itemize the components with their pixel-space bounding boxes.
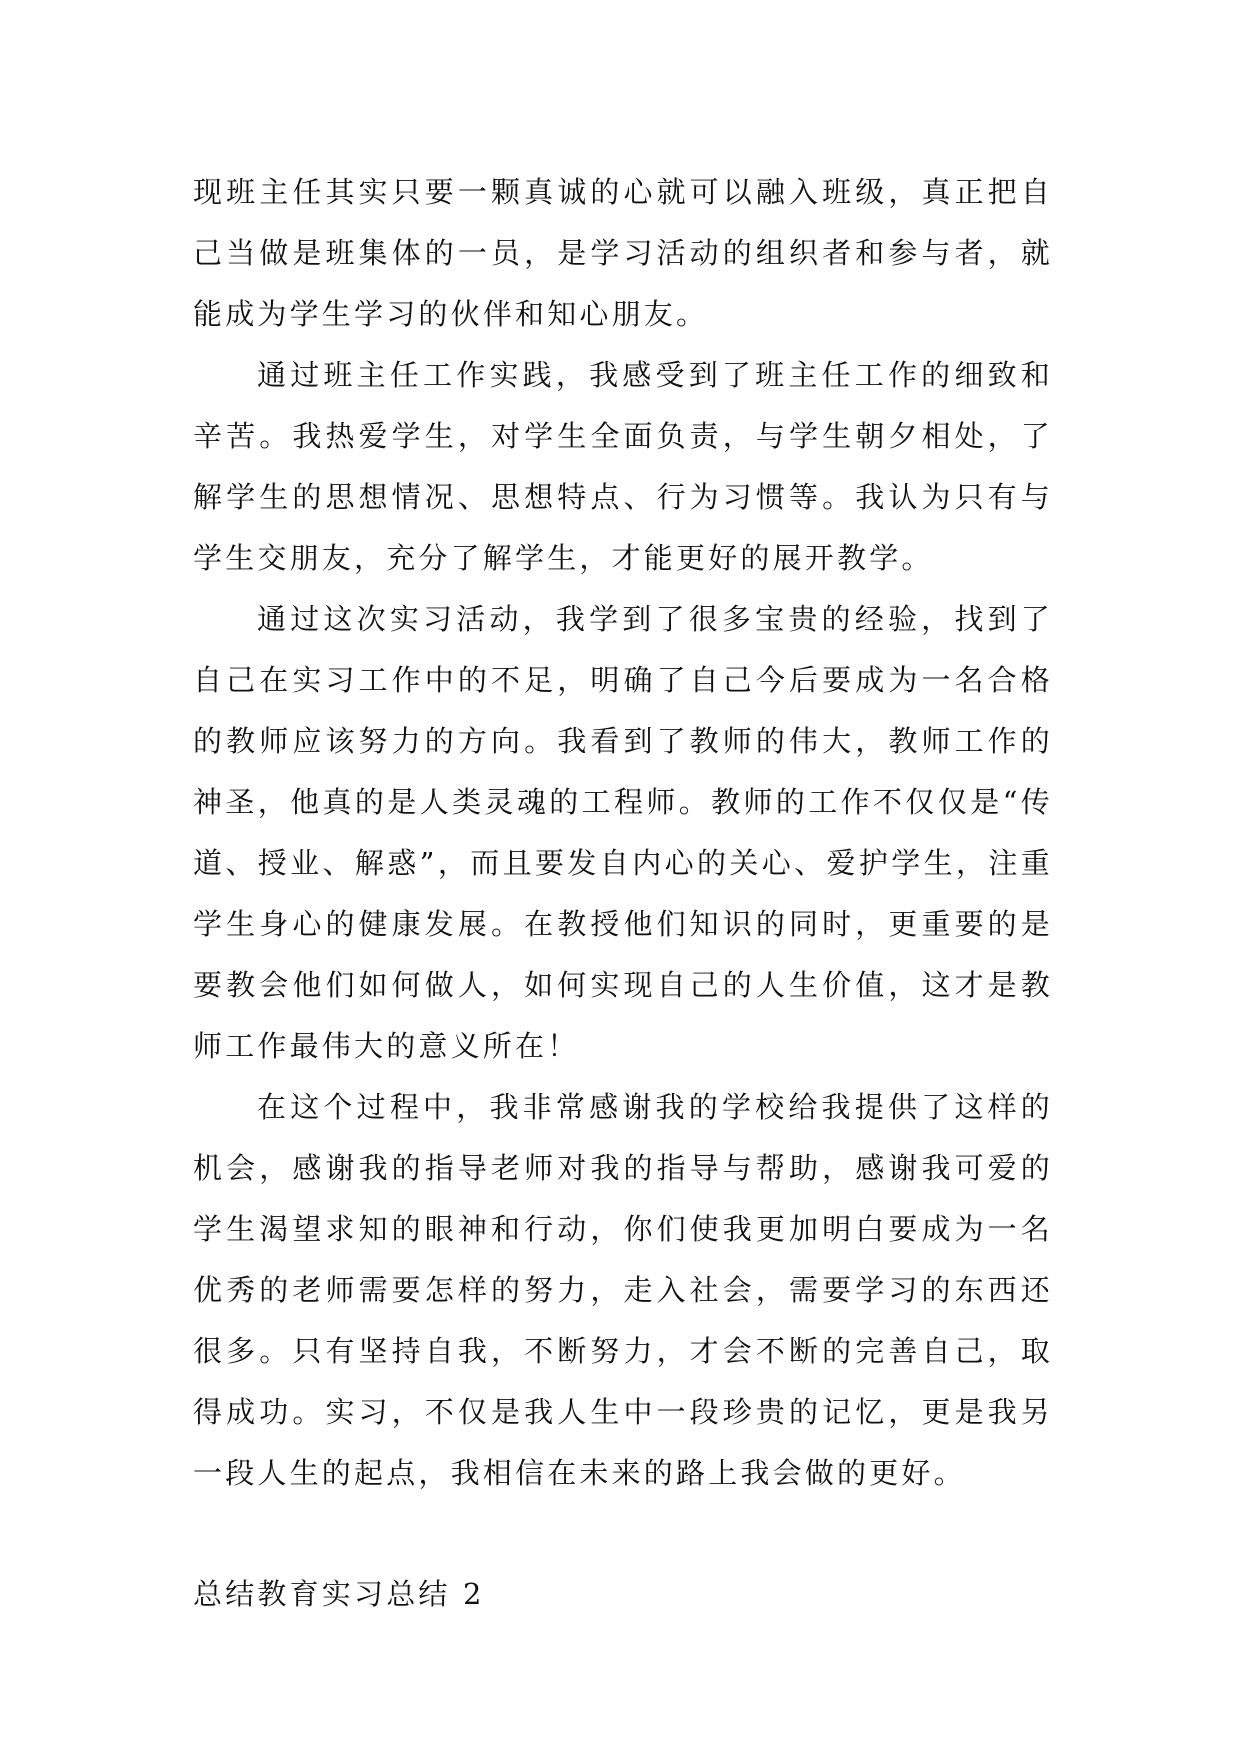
paragraph-4: 在这个过程中，我非常感谢我的学校给我提供了这样的机会，感谢我的指导老师对我的指导与帮助，感谢我可爱的学生渴望求知的眼神和行动，你们使我更加明白要成为一名优秀的老师需要怎样的努力，走入社会，需要学习的东西还很多。只有坚持自我，不断努力，才会不断的完善自己，取得成功。实习，不仅是我人生中一段珍贵的记忆，更是我另一段人生的起点，我相信在未来的路上我会做的更好。 [193, 1090, 1053, 1490]
paragraph-3: 通过这次实习活动，我学到了很多宝贵的经验，找到了自己在实习工作中的不足，明确了自己今后要成为一名合格的教师应该努力的方向。我看到了教师的伟大，教师工作的神圣，他真的是人类灵魂的工程师。教师的工作不仅仅是“传道、授业、解惑”，而且要发自内心的关心、爱护学生，注重学生身心的健康发展。在教授他们知识的同时，更重要的是要教会他们如何做人，如何实现自己的人生价值，这才是教师工作最伟大的意义所在！ [193, 602, 1053, 1063]
document-page [193, 162, 1053, 1625]
paragraph-2: 通过班主任工作实践，我感受到了班主任工作的细致和辛苦。我热爱学生，对学生全面负责，与学生朝夕相处，了解学生的思想情况、思想特点、行为习惯等。我认为只有与学生交朋友，充分了解学生，才能更好的展开教学。 [193, 358, 1053, 575]
section-heading: 总结教育实习总结 2 [193, 1577, 485, 1611]
paragraph-1: 现班主任其实只要一颗真诚的心就可以融入班级，真正把自己当做是班集体的一员，是学习活动的组织者和参与者，就能成为学生学习的伙伴和知心朋友。 [193, 175, 1053, 331]
